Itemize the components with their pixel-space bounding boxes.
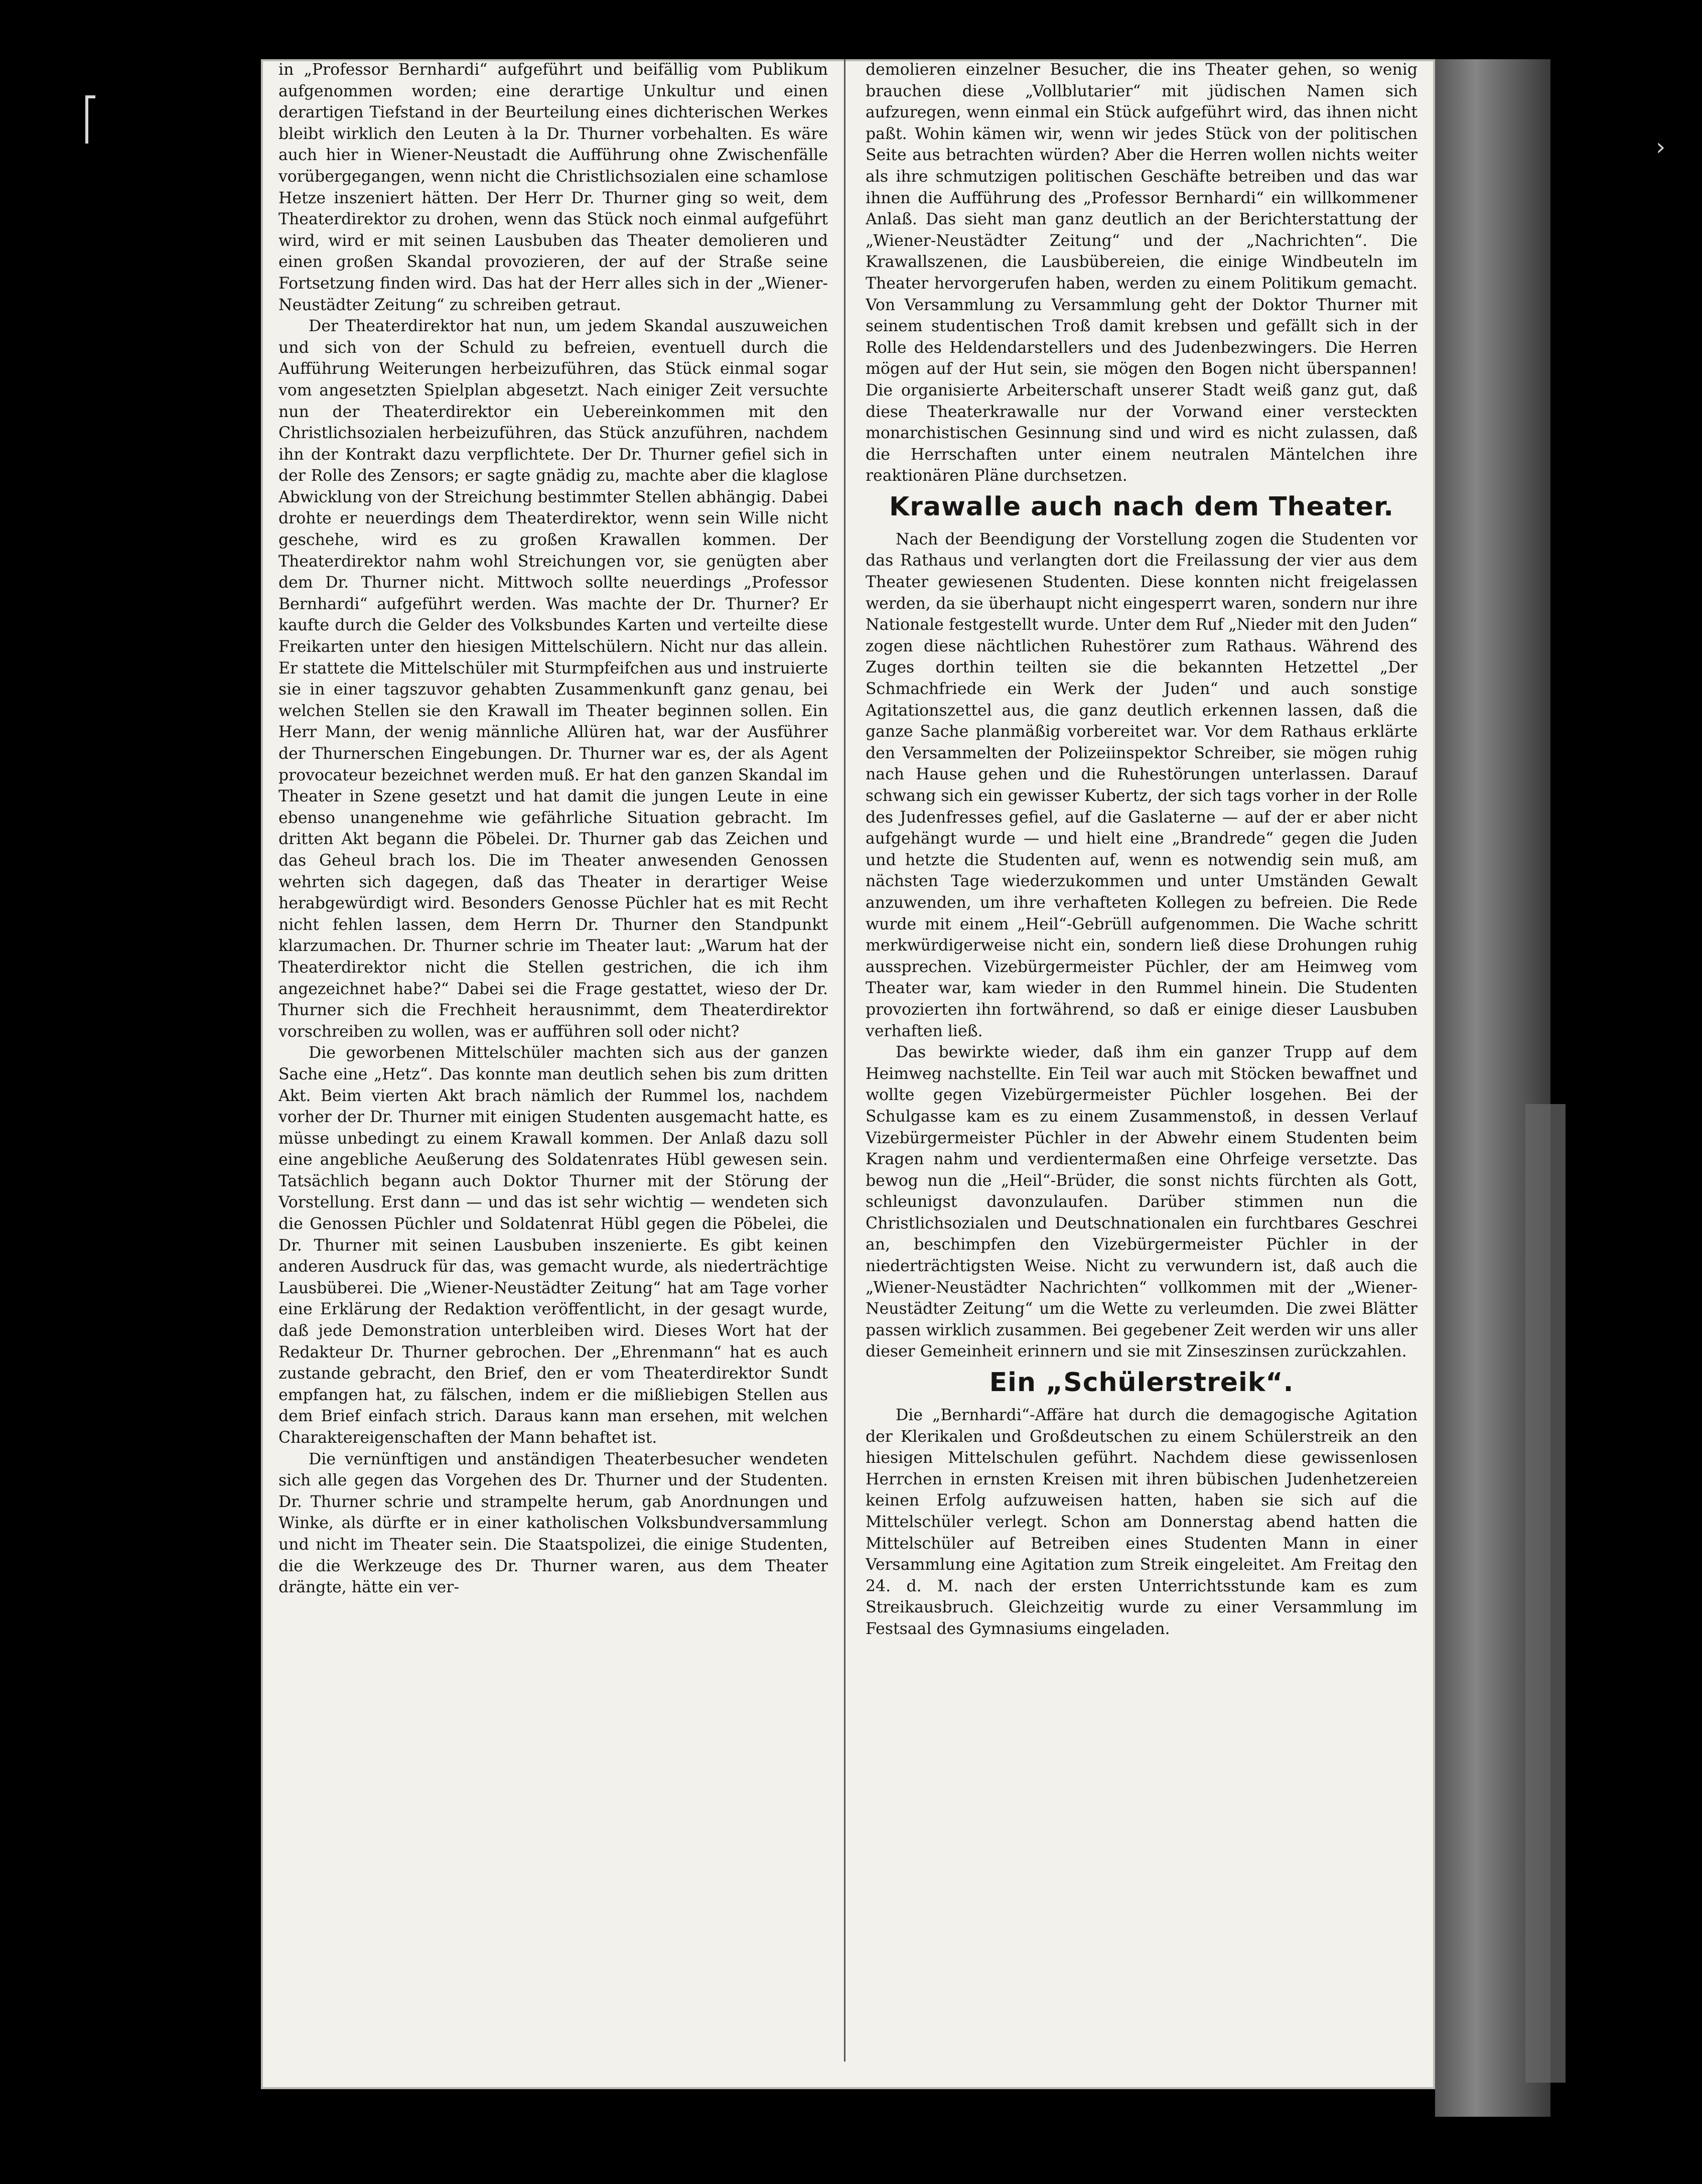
crop-mark — [85, 95, 95, 144]
article-column-right — [866, 59, 1417, 2062]
section-heading: Ein „Schülerstreik“. — [989, 1368, 1294, 1398]
paragraph: Der Theaterdirektor hat nun, um jedem Skandal auszuweichen und sich von der Schuld zu befreien, eventuell durch die Aufführung Weiterungen herbeizuführen, das Stück einmal sogar vom angesetzten Spielplan abgesetzt. Nach einiger Zeit versuchte nun der Theaterdirektor ein Uebereinkommen mit den Christlichsozialen herbeizuführen, das Stück anzuführen, nachdem ihn der Kontrakt dazu verpflichtete. Der Dr. Thurner gefiel sich in der Rolle des Zensors; er sagte gnädig zu, machte aber die klaglose Abwicklung von der Streichung bestimmter Stellen abhängig. Dabei drohte er neuerdings dem Theaterdirektor, wenn sein Wille nicht geschehe, wird es zu großen Krawallen kommen. Der Theaterdirektor nahm wohl Streichungen vor, sie genügten aber dem Dr. Thurner nicht. Mittwoch sollte neuerdings „Professor Bernhardi“ aufgeführt werden. Was machte der Dr. Thurner? Er kaufte durch die Gelder des Volksbundes Karten und verteilte diese Freikarten unter den hiesigen Mittelschülern. Nicht nur das allein. Er stattete die Mittelschüler mit Sturmpfeifchen aus und instruierte sie in einer tagszuvor gehabten Zusammenkunft ganz genau, bei welchen Stellen sie den Krawall im Theater beginnen sollen. Ein Herr Mann, der wenig männliche Allüren hat, war der Ausführer der Thurnerschen Eingebungen. Dr. Thurner war es, der als Agent provocateur bezeichnet werden muß. Er hat den ganzen Skandal im Theater in Szene gesetzt und hat damit die jungen Leute in eine ebenso unangenehme wie gefährliche Situation gebracht. Im dritten Akt begann die Pöbelei. Dr. Thurner gab das Zeichen und das Geheul brach los. Die im Theater anwesenden Genossen wehrten sich dagegen, daß das Theater in derartiger Weise herabgewürdigt wird. Besonders Genosse Püchler hat es mit Recht nicht fehlen lassen, dem Herrn Dr. Thurner den Standpunkt klarzumachen. Dr. Thurner schrie im Theater laut: „Warum hat der Theaterdirektor nicht die Stellen gestrichen, die ich ihm angezeichnet habe?“ Dabei sei die Frage gestattet, wieso der Dr. Thurner sich die Frechheit herausnimmt, dem Theaterdirektor vorschreiben zu wollen, was er aufführen soll oder nicht? — [278, 317, 828, 1041]
paragraph: Die „Bernhardi“-Affäre hat durch die demagogische Agitation der Klerikalen und Großdeutschen zu einem Schülerstreik an den hiesigen Mittelschulen geführt. Nachdem diese gewissenlosen Herrchen in ernsten Kreisen mit ihren bübischen Judenhetzereien keinen Erfolg aufzuweisen hatten, haben sie sich auf die Mittelschüler verlegt. Schon am Donnerstag abend hatten die Mittelschüler auf Betreiben eines Studenten Mann in einer Versammlung eine Agitation zum Streik eingeleitet. Am Freitag den 24. d. M. nach der ersten Unterrichtsstunde kam es zum Streikausbruch. Gleichzeitig wurde zu einer Versammlung im Festsaal des Gymnasiums eingeladen. — [866, 1406, 1417, 1638]
paragraph: Die vernünftigen und anständigen Theaterbesucher wendeten sich alle gegen das Vorgehen des Dr. Thurner und der Studenten. Dr. Thurner schrie und strampelte herum, gab Anordnungen und Winke, als dürfte er in einer katholischen Volksbundversammlung und nicht im Theater sein. Die Staatspolizei, die einige Studenten, die die Werkzeuge des Dr. Thurner waren, aus dem Theater drängte, hätte ein ver- — [278, 1450, 828, 1597]
paragraph: demolieren einzelner Besucher, die ins Theater gehen, so wenig brauchen diese „Vollblutarier“ mit jüdischen Namen sich aufzuregen, wenn einmal ein Stück aufgeführt wird, das ihnen nicht paßt. Wohin kämen wir, wenn wir jedes Stück von der politischen Seite aus betrachten würden? Aber die Herren wollen nichts weiter als ihre schmutzigen politischen Geschäfte betreiben und das war ihnen die Aufführung des „Professor Bernhardi“ ein willkommener Anlaß. Das sieht man ganz deutlich an der Berichterstattung der „Wiener-Neustädter Zeitung“ und der „Nachrichten“. Die Krawallszenen, die Lausbübereien, die einige Windbeuteln im Theater hervorgerufen haben, werden zu einem Politikum gemacht. Von Versammlung zu Versammlung geht der Doktor Thurner mit seinem studentischen Troß damit krebsen und gefällt sich in der Rolle des Heldendarstellers und des Judenbezwingers. Die Herren mögen auf der Hut sein, sie mögen den Bogen nicht überspannen! Die organisierte Arbeiterschaft unserer Stadt weiß ganz gut, daß diese Theaterkrawalle nur der Vorwand einer versteckten monarchistischen Gesinnung sind und wird es nicht zulassen, daß die Herrschaften unter einem neutralen Mäntelchen ihre reaktionären Pläne durchsetzen. — [866, 61, 1417, 485]
adjacent-page-shadow-inner — [1525, 1104, 1566, 2083]
paragraph: in „Professor Bernhardi“ aufgeführt und beifällig vom Publikum aufgenommen worden; eine derartige Unkultur und einen derartigen Tiefstand in der Beurteilung eines dichterischen Werkes bleibt wirklich den Leuten à la Dr. Thurner vorbehalten. Es wäre auch hier in Wiener-Neustadt die Aufführung ohne Zwischenfälle vorübergegangen, wenn nicht die Christlichsozialen eine schamlose Hetze inszeniert hätten. Der Herr Dr. Thurner ging so weit, dem Theaterdirektor zu drohen, wenn das Stück noch einmal aufgeführt wird, wird er mit seinen Lausbuben das Theater demolieren und einen großen Skandal provozieren, der auf der Straße seine Fortsetzung finden wird. Das hat der Herr alles sich in der „Wiener-Neustädter Zeitung“ zu schreiben getraut. — [278, 61, 828, 314]
article-column-left — [278, 59, 828, 2062]
paragraph: Das bewirkte wieder, daß ihm ein ganzer Trupp auf dem Heimweg nachstellte. Ein Teil war auch mit Stöcken bewaffnet und wollte gegen Vizebürgermeister Püchler losgehen. Bei der Schulgasse kam es zu einem Zusammenstoß, in dessen Verlauf Vizebürgermeister Püchler in der Abwehr einem Studenten beim Kragen nahm und verdientermaßen eine Ohrfeige versetzte. Das bewog nun die „Heil“-Brüder, die sonst nichts fürchten als Gott, schleunigst davonzulaufen. Darüber stimmen nun die Christlichsozialen und Deutschnationalen ein furchtbares Geschrei an, beschimpfen den Vizebürgermeister Püchler in der niederträchtigsten Weise. Nicht zu verwundern ist, daß auch die „Wiener-Neustädter Nachrichten“ vollkommen mit der „Wiener-Neustädter Zeitung“ um die Wette zu verleumden. Die zwei Blätter passen wirklich zusammen. Bei gegebener Zeit werden wir uns aller dieser Gemeinheit erinnern und sie mit Zinseszinsen zurückzahlen. — [866, 1043, 1417, 1361]
paragraph: Die geworbenen Mittelschüler machten sich aus der ganzen Sache eine „Hetz“. Das konnte man deutlich sehen bis zum dritten Akt. Beim vierten Akt brach nämlich der Rummel los, nachdem vorher der Dr. Thurner mit einigen Studenten ausgemacht hatte, es müsse unbedingt zu einem Krawall kommen. Der Anlaß dazu soll eine angebliche Aeußerung des Soldatenrates Hübl gewesen sein. Tatsächlich begann auch Doktor Thurner mit der Störung der Vorstellung. Erst dann — und das ist sehr wichtig — wendeten sich die Genossen Püchler und Soldatenrat Hübl gegen die Pöbelei, die Dr. Thurner mit seinen Lausbuben inszenierte. Es gibt keinen anderen Ausdruck für das, was gemacht wurde, als niederträchtige Lausbüberei. Die „Wiener-Neustädter Zeitung“ hat am Tage vorher eine Erklärung der Redaktion veröffentlicht, in der gesagt wurde, daß jede Demonstration unterbleiben wird. Dieses Wort hat der Redakteur Dr. Thurner gebrochen. Der „Ehrenmann“ hat es auch zustande gebracht, den Brief, den er vom Theaterdirektor Sundt empfangen hat, zu fälschen, indem er die mißliebigen Stellen aus dem Brief einfach strich. Daraus kann man ersehen, mit welchen Charaktereigenschaften der Mann behaftet ist. — [278, 1044, 828, 1447]
paragraph: Nach der Beendigung der Vorstellung zogen die Studenten vor das Rathaus und verlangten dort die Freilassung der vier aus dem Theater gewiesenen Studenten. Diese konnten nicht freigelassen werden, da sie überhaupt nicht eingesperrt waren, sondern nur ihre Nationale festgestellt wurde. Unter dem Ruf „Nieder mit den Juden“ zogen diese nächtlichen Ruhestörer zum Rathaus. Während des Zuges dorthin teilten sie die bekannten Hetzettel „Der Schmachfriede ein Werk der Juden“ und auch sonstige Agitationszettel aus, die ganz deutlich erkennen lassen, daß die ganze Sache planmäßig vorbereitet war. Vor dem Rathaus erklärte den Versammelten der Polizeiinspektor Schreiber, sie mögen ruhig nach Hause gehen und die Ruhestörungen unterlassen. Darauf schwang sich ein gewisser Kubertz, der sich tags vorher in der Rolle des Judenfresses gefiel, auf die Gaslaterne — auf der er aber nicht aufgehängt wurde — und hielt eine „Brandrede“ gegen die Juden und hetzte die Studenten auf, wenn es notwendig sein muß, am nächsten Tage wiederzukommen und unter Umständen Gewalt anzuwenden, um ihre verhafteten Kollegen zu befreien. Die Rede wurde mit einem „Heil“-Gebrüll aufgenommen. Die Wache schritt merkwürdigerweise nicht ein, sondern ließ diese Drohungen ruhig aussprechen. Vizebürgermeister Püchler, der am Heimweg vom Theater war, kam wieder in den Rummel hinein. Die Studenten provozierten ihn fortwährend, so daß er einige dieser Lausbuben verhaften ließ. — [866, 530, 1417, 1040]
column-rule — [844, 59, 845, 2062]
frame-arrow-icon: › — [1656, 133, 1666, 161]
section-heading: Krawalle auch nach dem Theater. — [889, 491, 1394, 522]
